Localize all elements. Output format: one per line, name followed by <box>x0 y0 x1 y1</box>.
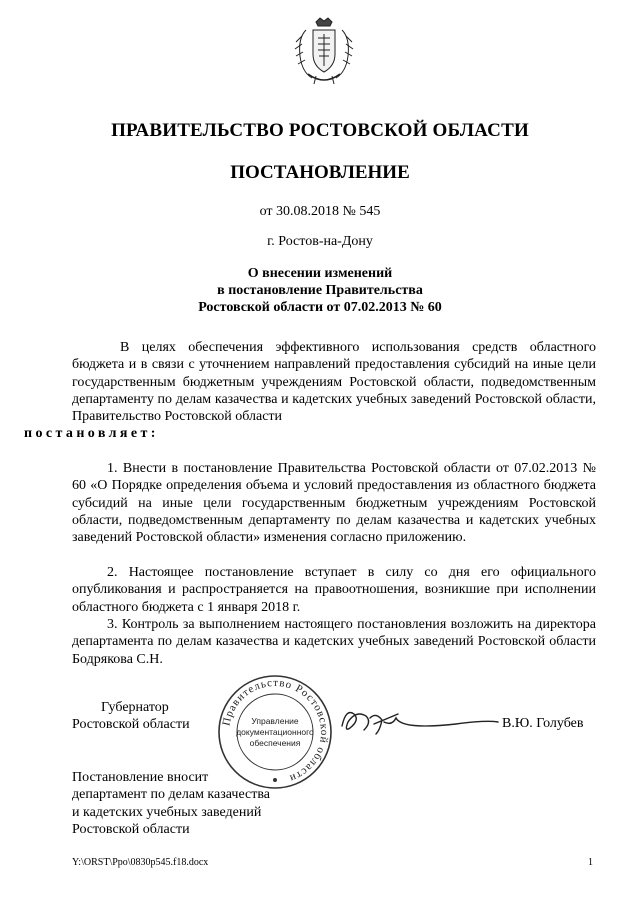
note-line-4: Ростовской области <box>72 821 190 837</box>
coat-of-arms-emblem <box>294 16 354 88</box>
date-number: от 30.08.2018 № 545 <box>259 204 381 219</box>
file-path: Y:\ORST\Ppo\0830p545.f18.docx <box>72 857 209 868</box>
position-line-1: Губернатор <box>101 700 169 715</box>
document-subject <box>0 265 640 316</box>
handwritten-signature <box>336 700 506 740</box>
position-line-2: Ростовской области <box>72 717 190 732</box>
note-line-2: департамент по делам казачества <box>72 787 270 803</box>
intro-text: В целях обеспечения эффективного использования средств областного бюджета и в связи с уточнением направлений предоставления субсидий на иные цели государственным бюджетным учреждениям Ростовской области, подведомственным департаменту по делам казачества и кадетских учебных заведений Ростовской области, Правительство Ростовской области <box>72 340 596 425</box>
svg-text:Управление: Управление <box>251 716 299 726</box>
note-line-1: Постановление вносит <box>72 770 209 785</box>
item-2-paragraph: 2. Настоящее постановление вступает в силу со дня его официального опубликования и распространяется на правоотношения, возникшие при исполнении областного бюджета с 1 января 2018 г. <box>72 565 596 615</box>
item-1-paragraph: 1. Внести в постановление Правительства Ростовской области от 07.02.2013 № 60 «О Порядке определения объема и условий предоставления из областного бюджета субсидий на иные цели государственным бюджетным учреждениям Ростовской области, подведомственным департаменту по делам казачества и кадетских учебных заведений Ростовской области» изменения согласно приложению. <box>72 461 596 546</box>
subject-line-3: Ростовской области от 07.02.2013 № 60 <box>198 300 442 315</box>
item-3-paragraph: 3. Контроль за выполнением настоящего постановления возложить на директора департамента по делам казачества и кадетских учебных заведений Ростовской области Бодрякова С.Н. <box>72 617 596 667</box>
government-title: ПРАВИТЕЛЬСТВО РОСТОВСКОЙ ОБЛАСТИ <box>111 120 529 141</box>
svg-text:обеспечения: обеспечения <box>249 738 301 748</box>
subject-line-2: в постановление Правительства <box>217 283 423 298</box>
signer-position <box>72 699 190 733</box>
note-line-3: и кадетских учебных заведений <box>72 804 262 820</box>
subject-line-1: О внесении изменений <box>247 266 393 281</box>
city: г. Ростов-на-Дону <box>267 234 373 249</box>
document-type: ПОСТАНОВЛЕНИЕ <box>230 162 410 183</box>
signer-name: В.Ю. Голубев <box>502 716 584 731</box>
page-number: 1 <box>588 857 593 868</box>
svg-text:документационного: документационного <box>236 727 314 737</box>
intro-paragraph <box>24 339 596 443</box>
svg-text:Правительство Ростовской облас: Правительство Ростовской области <box>220 676 331 785</box>
submitter-note <box>72 769 270 838</box>
resolves-word: постановляет: <box>24 426 159 442</box>
